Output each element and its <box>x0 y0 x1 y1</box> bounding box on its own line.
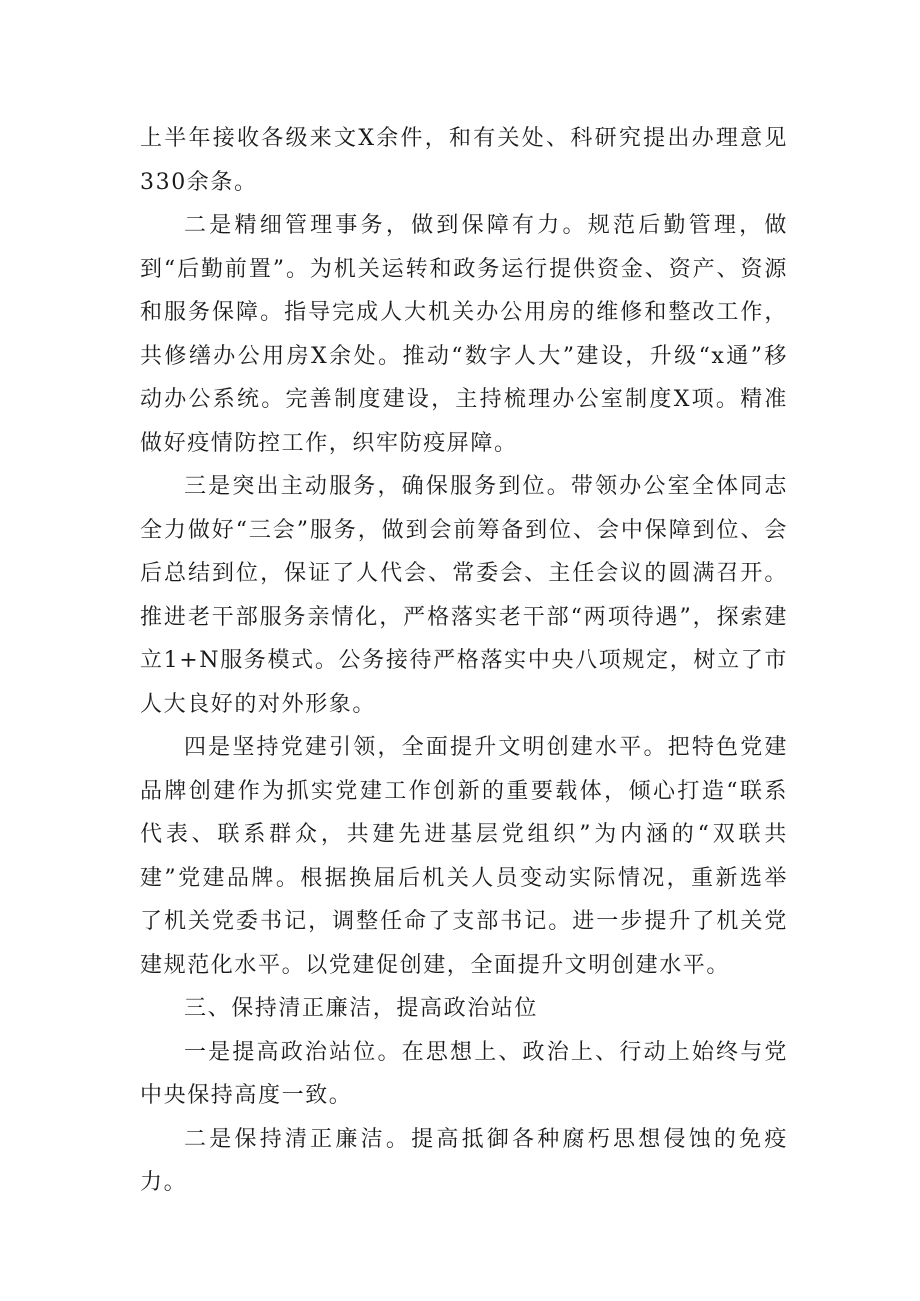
paragraph-service: 三是突出主动服务，确保服务到位。带领办公室全体同志全力做好“三会”服务，做到会前筹备到位、会中保障到位、会后总结到位，保证了人代会、常委会、主任会议的圆满召开。推进老干部服务亲情化，严格落实老干部“两项待遇”，探索建立1+N服务模式。公务接待严格落实中央八项规定，树立了市人大良好的对外形象。 <box>140 474 788 717</box>
paragraph-logistics: 二是精细管理事务，做到保障有力。规范后勤管理，做到“后勤前置”。为机关运转和政务运行提供资金、资产、资源和服务保障。指导完成人大机关办公用房的维修和整改工作，共修缮办公用房X余处。推动“数字人大”建设，升级“x通”移动办公系统。完善制度建设，主持梳理办公室制度X项。精准做好疫情防控工作，织牢防疫屏障。 <box>140 213 788 456</box>
paragraph-political-stance: 一是提高政治站位。在思想上、政治上、行动上始终与党中央保持高度一致。 <box>140 1039 788 1108</box>
paragraph-continuation: 上半年接收各级来文X余件，和有关处、科研究提出办理意见330余条。 <box>140 126 788 195</box>
document-body <box>140 117 788 1205</box>
section-heading: 三、保持清正廉洁，提高政治站位 <box>184 996 539 1021</box>
paragraph-party-building: 四是坚持党建引领，全面提升文明创建水平。把特色党建品牌创建作为抓实党建工作创新的重要载体，倾心打造“联系代表、联系群众，共建先进基层党组织”为内涵的“双联共建”党建品牌。根据换届后机关人员变动实际情况，重新选举了机关党委书记，调整任命了支部书记。进一步提升了机关党建规范化水平。以党建促创建，全面提升文明创建水平。 <box>140 735 788 978</box>
paragraph-integrity: 二是保持清正廉洁。提高抵御各种腐朽思想侵蚀的免疫力。 <box>140 1126 788 1195</box>
